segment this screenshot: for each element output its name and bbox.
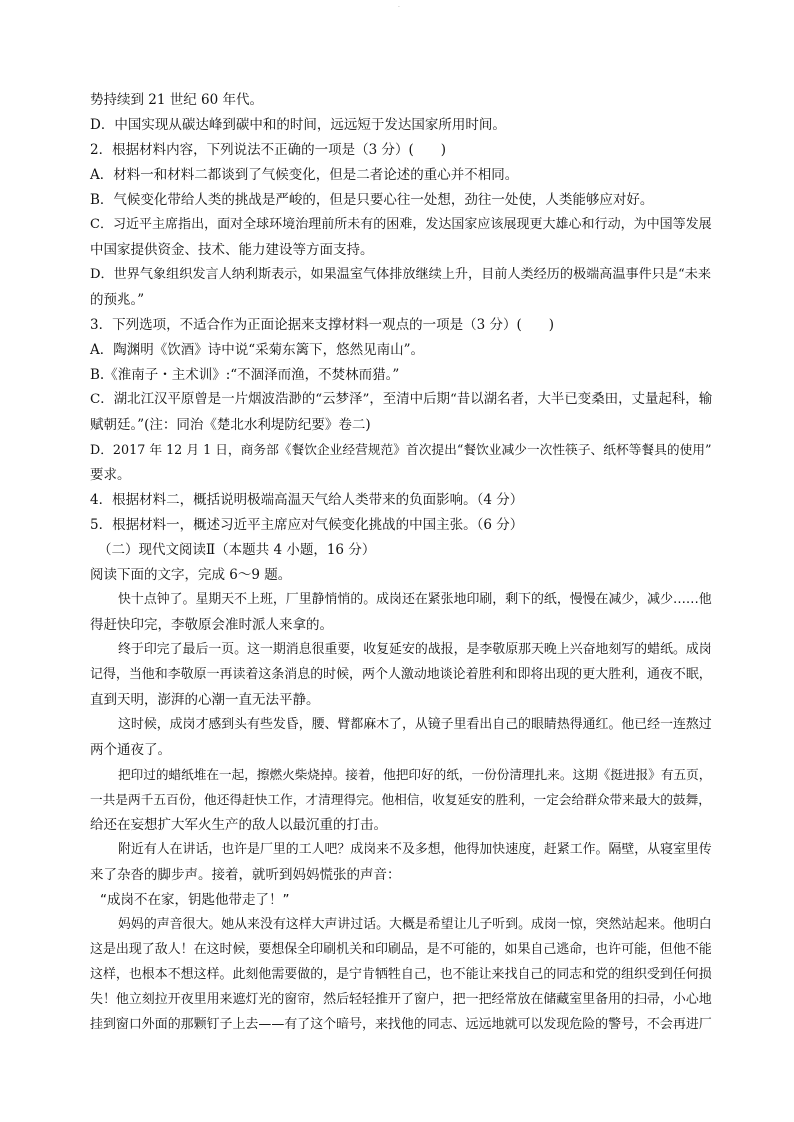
story-paragraph-cont: 这样，也根本不想这样。此刻他需要做的，是宁肯牺牲自己，也不能让来找自己的同志和党的组织受到任何损: [90, 967, 712, 982]
story-paragraph: 妈妈的声音很大。她从来没有这样大声讲过话。大概是希望让儿子听到。成岗一惊，突然站起来。他明白: [118, 917, 712, 932]
option-d-cont: 的预兆。”: [90, 292, 145, 308]
option-b: B．气候变化带给人类的挑战是严峻的，但是只要心往一处想，劲往一处使，人类能够应对好。: [90, 192, 654, 208]
story-paragraph: 把印过的蜡纸堆在一起，擦燃火柴烧掉。接着，他把印好的纸，一份份清理扎来。这期《挺进报》有五页，: [118, 767, 712, 782]
section-heading: （二）现代文阅读Ⅱ（本题共 4 小题，16 分）: [98, 542, 376, 558]
story-paragraph-cont: 记得，当他和李敬原一再读着这条消息的时候，两个人激动地谈论着胜利和即将出现的更大胜利，通夜不眠，: [90, 667, 712, 682]
story-dialogue: “成岗不在家，钥匙他带走了！”: [100, 892, 290, 908]
option-c: C．习近平主席指出，面对全球环境治理前所未有的困难，发达国家应该展现更大雄心和行动，为中国等发展: [90, 217, 712, 232]
story-paragraph-cont: 失！他立刻拉开夜里用来遮灯光的窗帘，然后轻轻推开了窗户，把一把经常放在储藏室里备用的扫帚，小心地: [90, 992, 712, 1007]
question-2: 2．根据材料内容，下列说法不正确的一项是（3 分）( ): [90, 142, 447, 158]
option-c-cont: 赋朝廷。”(注：同治《楚北水利堤防纪要》卷二): [90, 417, 371, 433]
option-b: B.《淮南子・主术训》:“不涸泽而渔，不焚林而猎。”: [90, 367, 400, 383]
page-mark: ·: [398, 4, 400, 11]
text-line: 势持续到 21 世纪 60 年代。: [90, 92, 264, 108]
story-paragraph-cont: 两个通夜了。: [90, 742, 171, 758]
question-5: 5．根据材料一，概述习近平主席应对气候变化挑战的中国主张。（6 分）: [90, 517, 524, 533]
story-paragraph: 附近有人在讲话，也许是厂里的工人吧？成岗来不及多想，他得加快速度，赶紧工作。隔壁，从寝室里传: [118, 842, 712, 857]
option-c: C．湖北江汉平原曾是一片烟波浩渺的“云梦泽”，至清中后期“昔以湖名者，大半已变桑田，丈量起科，输: [90, 392, 713, 407]
story-paragraph: 快十点钟了。星期天不上班，厂里静悄悄的。成岗还在紧张地印刷，剩下的纸，慢慢在减少，减少……他: [118, 592, 712, 607]
question-3: 3．下列选项，不适合作为正面论据来支撑材料一观点的一项是（3 分）( ): [90, 317, 555, 333]
option-a: A．材料一和材料二都谈到了气候变化，但是二者论述的重心并不相同。: [90, 167, 519, 183]
story-paragraph-cont: 挂到窗口外面的那颗钉子上去——有了这个暗号，来找他的同志、远远地就可以发现危险的警号，不会再进厂: [90, 1017, 712, 1032]
story-paragraph: 这时候，成岗才感到头有些发昏，腰、臂都麻木了，从镜子里看出自己的眼睛热得通红。他已经一连熬过: [118, 717, 712, 732]
story-paragraph-cont: 一共是两千五百份，他还得赶快工作，才清理得完。他相信，收复延安的胜利，一定会给群众带来最大的鼓舞，: [90, 792, 711, 807]
story-paragraph-cont: 给还在妄想扩大军火生产的敌人以最沉重的打击。: [90, 817, 387, 833]
option-a: A．陶渊明《饮酒》诗中说“采菊东篱下，悠然见南山”。: [90, 342, 425, 358]
option-c-cont: 中国家提供资金、技术、能力建设等方面支持。: [90, 242, 374, 258]
story-paragraph-cont: 直到天明，澎湃的心潮一直无法平静。: [90, 692, 320, 708]
story-paragraph-cont: 得赶快印完，李敬原会准时派人来拿的。: [90, 617, 333, 633]
reading-instruction: 阅读下面的文字，完成 6～9 题。: [90, 567, 292, 583]
option-d-cont: 要求。: [90, 467, 131, 483]
option-d: D．2017 年 12 月 1 日，商务部《餐饮企业经营规范》首次提出“餐饮业减少一次性筷子、纸杯等餐具的使用”: [90, 442, 712, 457]
option-d: D．世界气象组织发言人纳利斯表示，如果温室气体排放继续上升，目前人类经历的极端高温事件只是“未来: [90, 267, 711, 282]
story-paragraph: 终于印完了最后一页。这一期消息很重要，收复延安的战报，是李敬原那天晚上兴奋地刻写的蜡纸。成岗: [118, 642, 712, 657]
story-paragraph-cont: 来了杂沓的脚步声。接着，就听到妈妈慌张的声音：: [90, 867, 401, 883]
story-paragraph-cont: 这是出现了敌人！在这时候，要想保全印刷机关和印刷品，是不可能的，如果自己逃命，也许可能，但他不能: [90, 942, 712, 957]
question-4: 4．根据材料二，概括说明极端高温天气给人类带来的负面影响。（4 分）: [90, 492, 524, 508]
option-d: D．中国实现从碳达峰到碳中和的时间，远远短于发达国家所用时间。: [90, 117, 506, 133]
